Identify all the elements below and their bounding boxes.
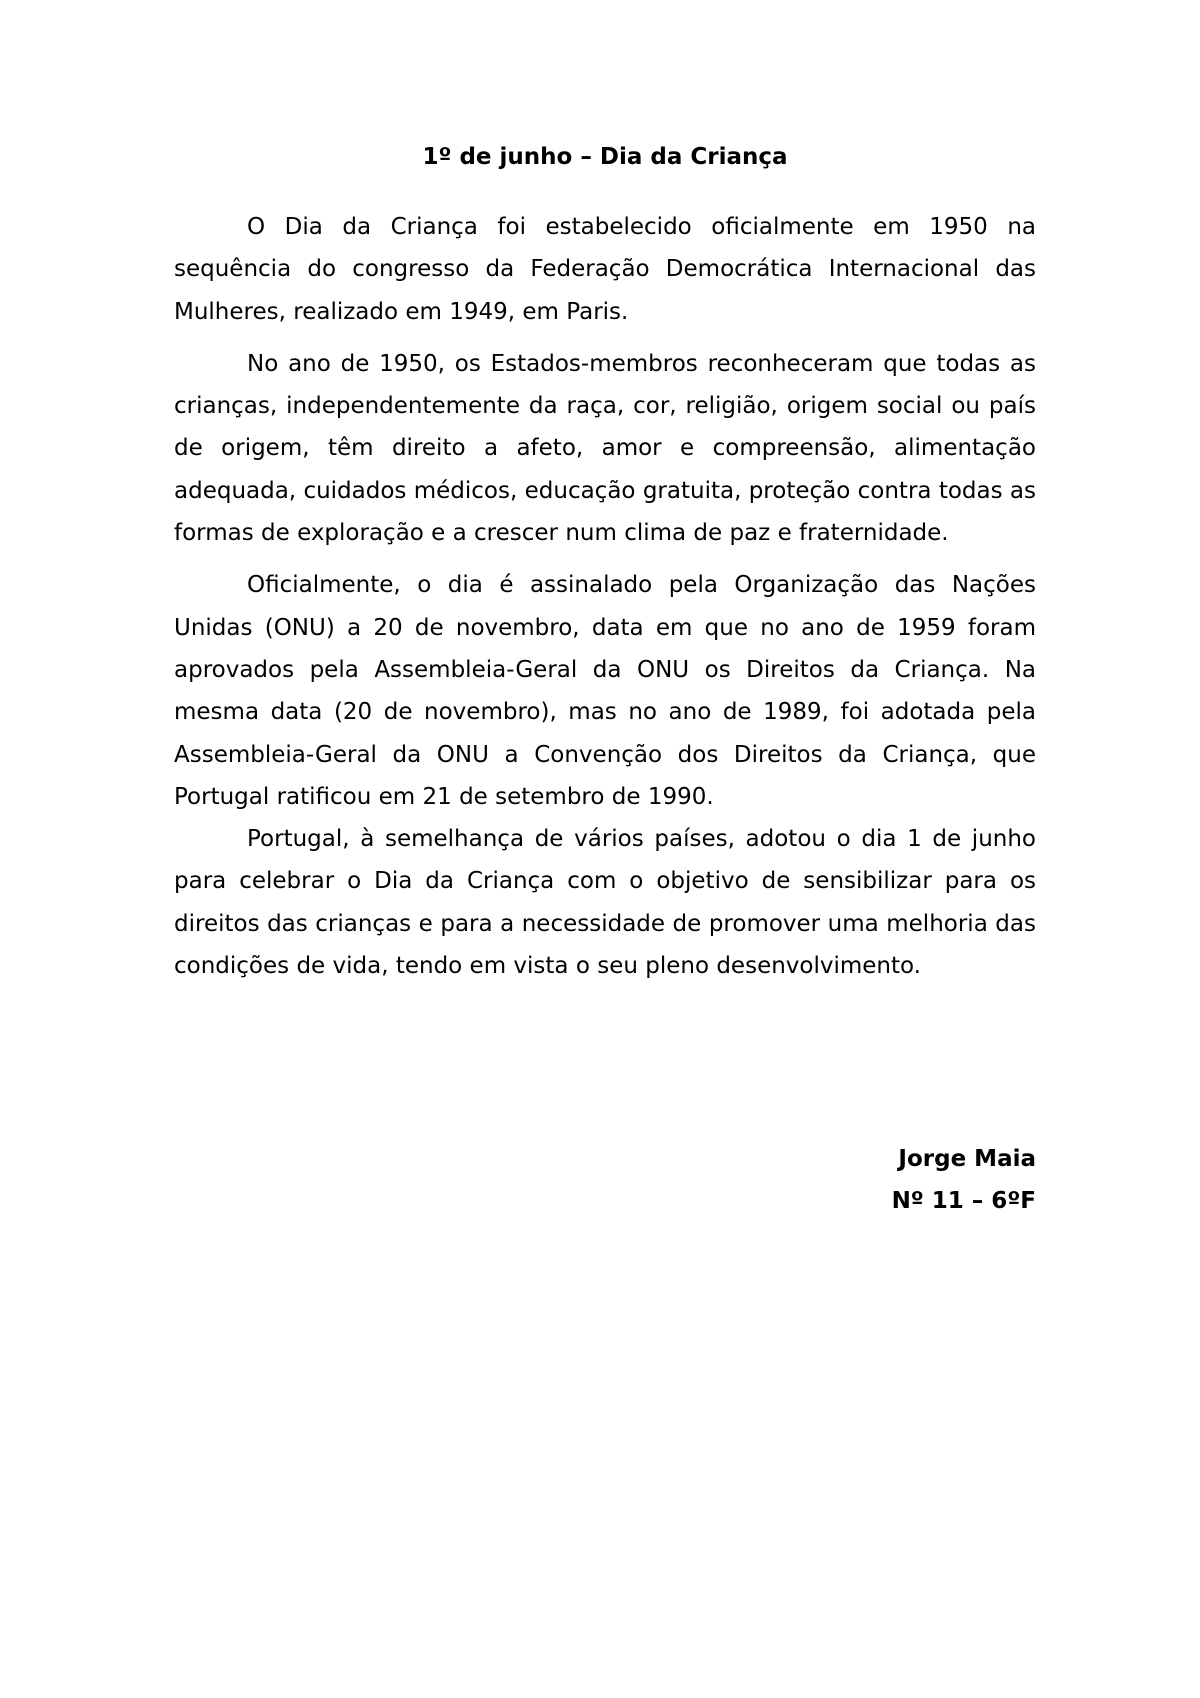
paragraph-4: Portugal, à semelhança de vários países, adotou o dia 1 de junho para celebrar o Dia da Criança com o objetivo de sensibilizar para os direitos das crianças e para a necessidade de promover uma melhoria das condições de vida, tendo em vista o seu pleno desenvolvimento. [174, 826, 1036, 980]
paragraph-2: No ano de 1950, os Estados-membros reconheceram que todas as crianças, independentemente da raça, cor, religião, origem social ou país de origem, têm direito a afeto, amor e compreensão, alimentação adequada, cuidados médicos, educação gratuita, proteção contra todas as formas de exploração e a crescer num clima de paz e fraternidade. [174, 350, 1036, 547]
document-body [174, 136, 1036, 997]
document-title: 1º de junho – Dia da Criança [422, 144, 788, 170]
author-name: Jorge Maia [898, 1146, 1036, 1172]
author-class-info: Nº 11 – 6ºF [891, 1188, 1036, 1214]
paragraph-3: Oficialmente, o dia é assinalado pela Organização das Nações Unidas (ONU) a 20 de novembro, data em que no ano de 1959 foram aprovados pela Assembleia-Geral da ONU os Direitos da Criança. Na mesma data (20 de novembro), mas no ano de 1989, foi adotada pela Assembleia-Geral da ONU a Convenção dos Direitos da Criança, que Portugal ratificou em 21 de setembro de 1990. [174, 572, 1036, 810]
paragraph-1: O Dia da Criança foi estabelecido oficialmente em 1950 na sequência do congresso da Federação Democrática Internacional das Mulheres, realizado em 1949, em Paris. [174, 214, 1036, 325]
